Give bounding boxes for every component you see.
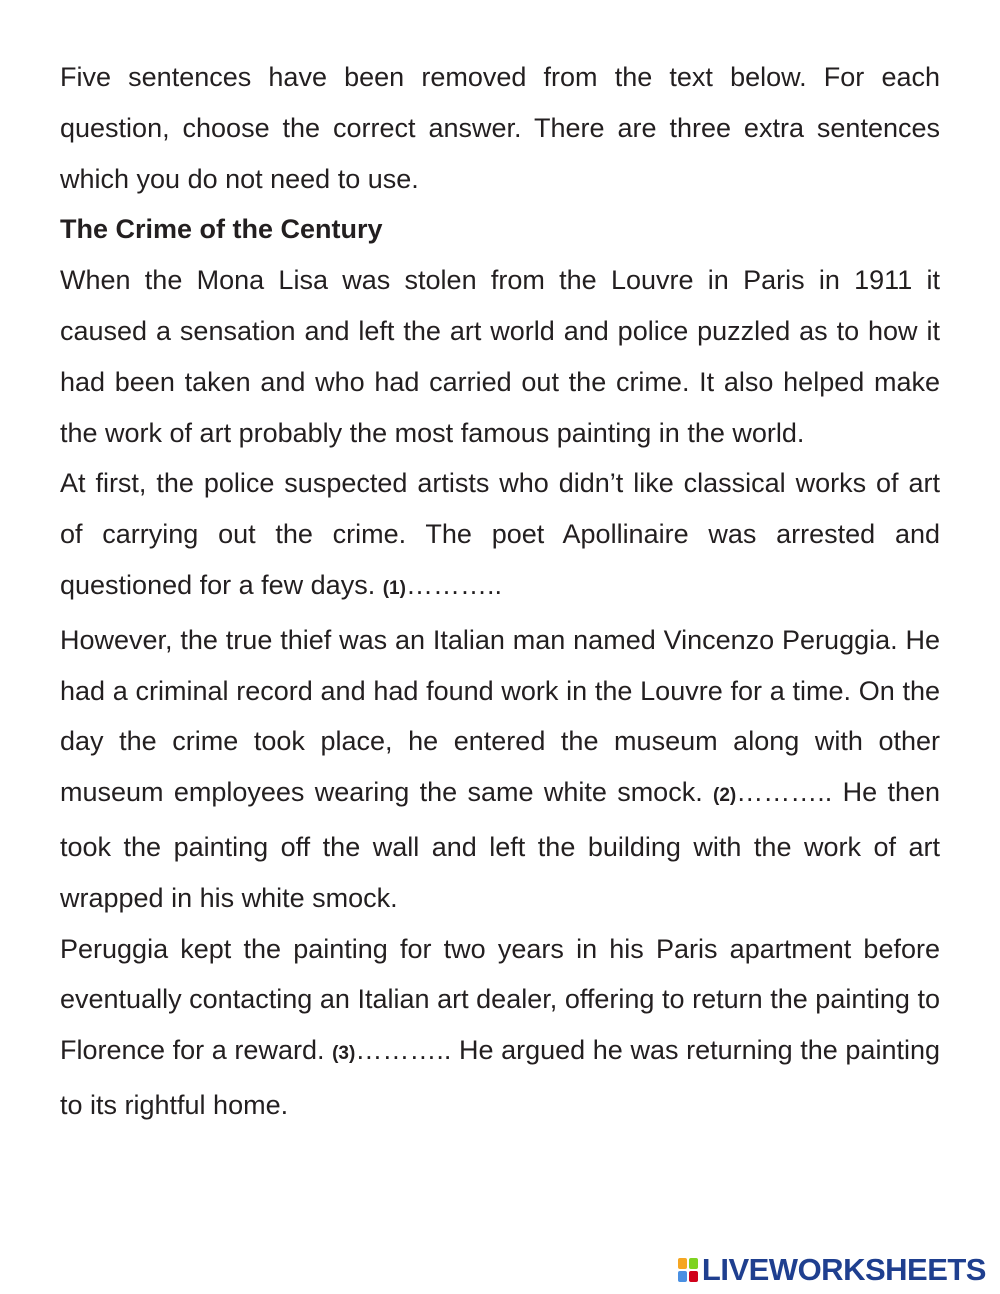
logo-square-3	[678, 1271, 687, 1282]
paragraph-3-text-start: However, the true thief was an Italian man named Vincenzo Peruggia. He had a criminal record and had found work in the Louvre for a time. On the day the crime took place, he entered the museum along with other museum employees wearing the same white smock.	[60, 624, 940, 808]
gap-3-label: (3)	[332, 1043, 356, 1065]
gap-1-label: (1)	[382, 577, 406, 599]
paragraph-3	[60, 615, 940, 924]
paragraph-4-text-start: Peruggia kept the painting for two years in his Paris apartment before eventually contacting an Italian art dealer, offering to return the painting to Florence for a reward.	[60, 933, 940, 1066]
instructions-text: Five sentences have been removed from the text below. For each question, choose the correct answer. There are three extra sentences which you do not need to use.	[60, 62, 940, 194]
paragraph-1: When the Mona Lisa was stolen from the Louvre in Paris in 1911 it caused a sensation and left the art world and police puzzled as to how it had been taken and who had carried out the crime. It also helped make the work of art probably the most famous painting in the world.	[60, 265, 940, 448]
gap-1-blank[interactable]: ………..	[405, 569, 502, 600]
logo-square-4	[689, 1271, 698, 1282]
logo-square-1	[678, 1258, 687, 1269]
liveworksheets-logo-icon	[678, 1258, 698, 1282]
paragraph-2	[60, 458, 940, 614]
logo-square-2	[689, 1258, 698, 1269]
liveworksheets-logo[interactable]	[678, 1250, 986, 1290]
gap-3-blank[interactable]: ………..	[355, 1035, 452, 1066]
paragraph-3-text-end: He then took the painting off the wall and left the building with the work of art wrapped in his white smock.	[60, 777, 940, 913]
paragraph-2-text: At first, the police suspected artists who didn’t like classical works of art of carrying out the crime. The poet Apollinaire was arrested and questioned for a few days.	[60, 468, 940, 600]
paragraph-4	[60, 924, 940, 1131]
paragraph-4-text-end: He argued he was returning the painting to its rightful home.	[60, 1035, 940, 1120]
liveworksheets-logo-text: LIVEWORKSHEETS	[701, 1252, 986, 1287]
worksheet-page	[60, 52, 940, 1131]
gap-2-label: (2)	[713, 785, 737, 807]
gap-2-blank[interactable]: ………..	[736, 777, 833, 808]
article-title: The Crime of the Century	[60, 214, 383, 245]
